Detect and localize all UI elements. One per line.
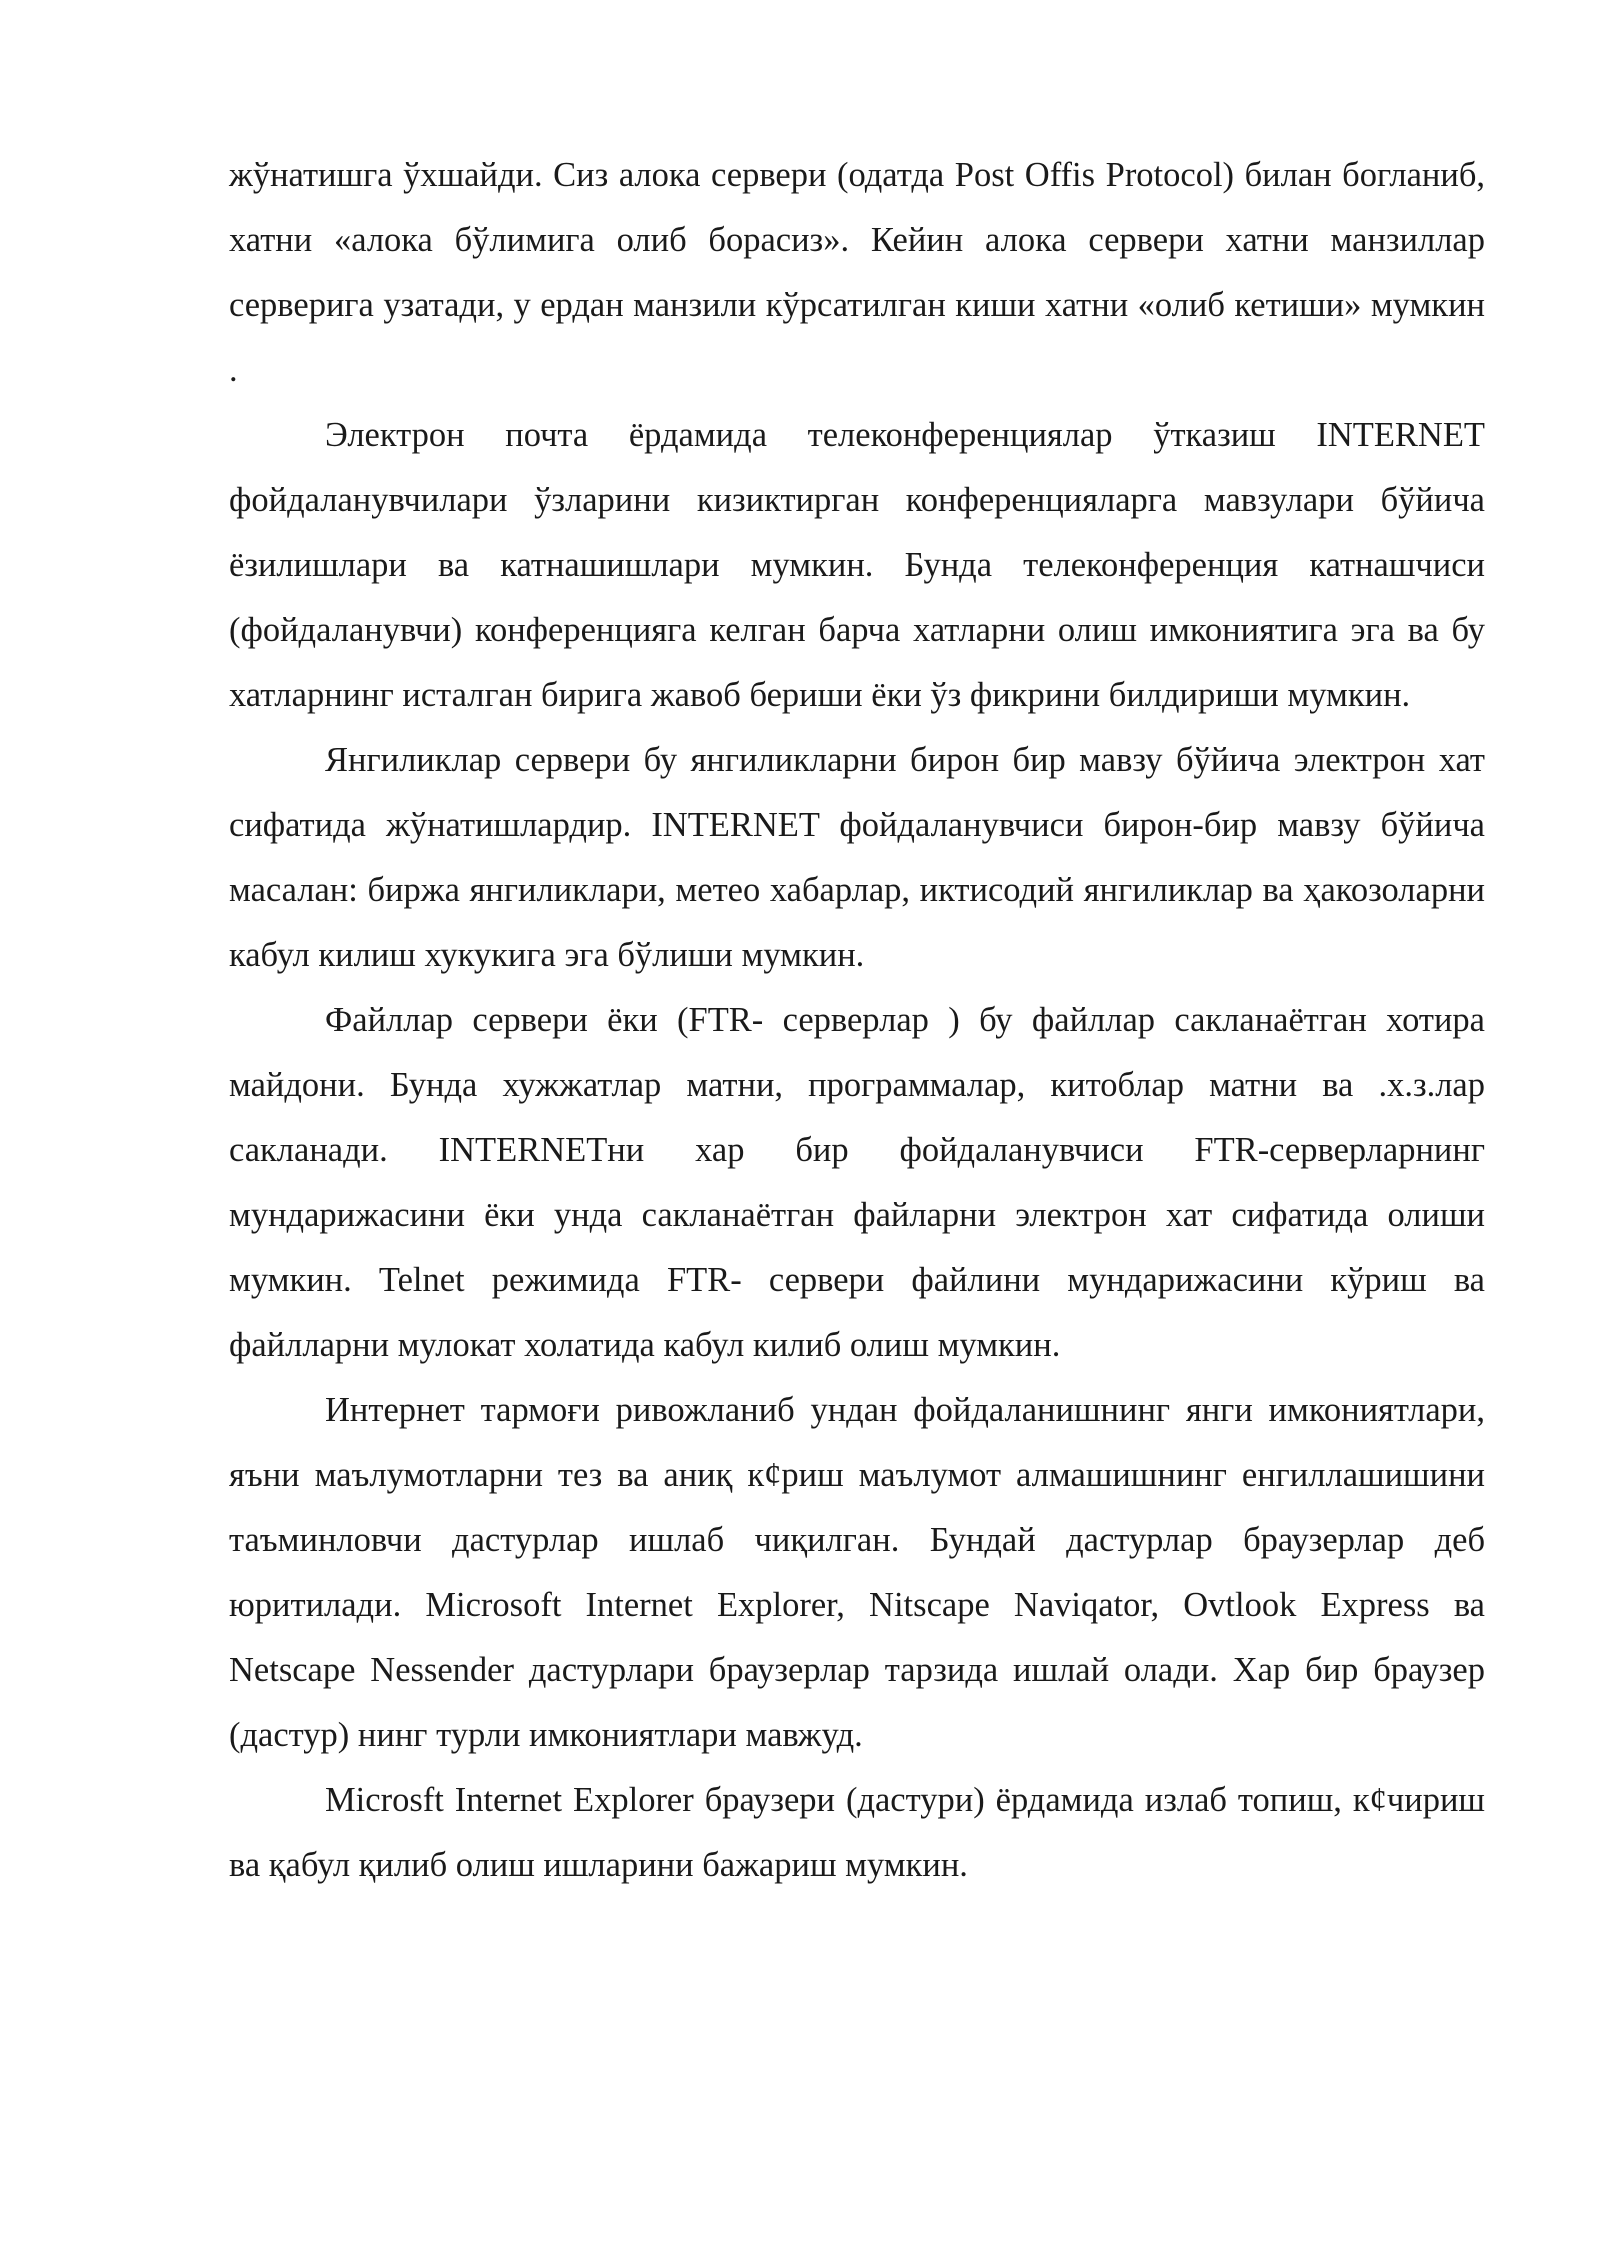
paragraph-6: Microsft Internet Explorer браузери (дастури) ёрдамида излаб топиш, к¢чириш ва қабул қилиб олиш ишларини бажариш мумкин.	[229, 1781, 1485, 1884]
paragraph-5: Интернет тармоғи ривожланиб ундан фойдаланишнинг янги имкониятлари, яъни маълумотларни тез ва аниқ к¢риш маълумот алмашишнинг енгиллашишини таъминловчи дастурлар ишлаб чиқилган. Бундай дастурлар браузерлар деб юритилади. Microsoft Internet Explorer, Nitscape Naviqator, Ovtlook Express ва Netscape Nessender дастурлари браузерлар тарзида ишлай олади. Хар бир браузер (дастур) нинг турли имкониятлари мавжуд.	[229, 1391, 1485, 1754]
paragraph-3: Янгиликлар сервери бу янгиликларни бирон бир мавзу бўйича электрон хат сифатида жўнатишлардир. INTERNET фойдаланувчиси бирон-бир мавзу бўйича масалан: биржа янгиликлари, метео хабарлар, иктисодий янгиликлар ва ҳакозоларни кабул килиш хукукига эга бўлиши мумкин.	[229, 741, 1485, 974]
paragraph-4: Файллар сервери ёки (FTR- серверлар ) бу файллар сакланаётган хотира майдони. Бунда хужжатлар матни, программалар, китоблар матни ва .х.з.лар сакланади. INTERNETни хар бир фойдаланувчиси FTR-серверларнинг мундарижасини ёки унда сакланаётган файларни электрон хат сифатида олиши мумкин. Telnet режимида FTR- сервери файлини мундарижасини кўриш ва файлларни мулокат холатида кабул килиб олиш мумкин.	[229, 1001, 1485, 1364]
document-body	[229, 143, 1485, 1898]
paragraph-1: жўнатишга ўхшайди. Сиз алока сервери (одатда Post Offis Protocol) билан богланиб, хатни «алока бўлимига олиб борасиз». Кейин алока сервери хатни манзиллар серверига узатади, у ердан манзили кўрсатилган киши хатни «олиб кетиши» мумкин .	[229, 156, 1485, 389]
paragraph-2: Электрон почта ёрдамида телеконференциялар ўтказиш INTERNET фойдаланувчилари ўзларини кизиктирган конференцияларга мавзулари бўйича ёзилишлари ва катнашишлари мумкин. Бунда телеконференция катнашчиси (фойдаланувчи) конференцияга келган барча хатларни олиш имкониятига эга ва бу хатларнинг исталган бирига жавоб бериши ёки ўз фикрини билдириши мумкин.	[229, 416, 1485, 714]
